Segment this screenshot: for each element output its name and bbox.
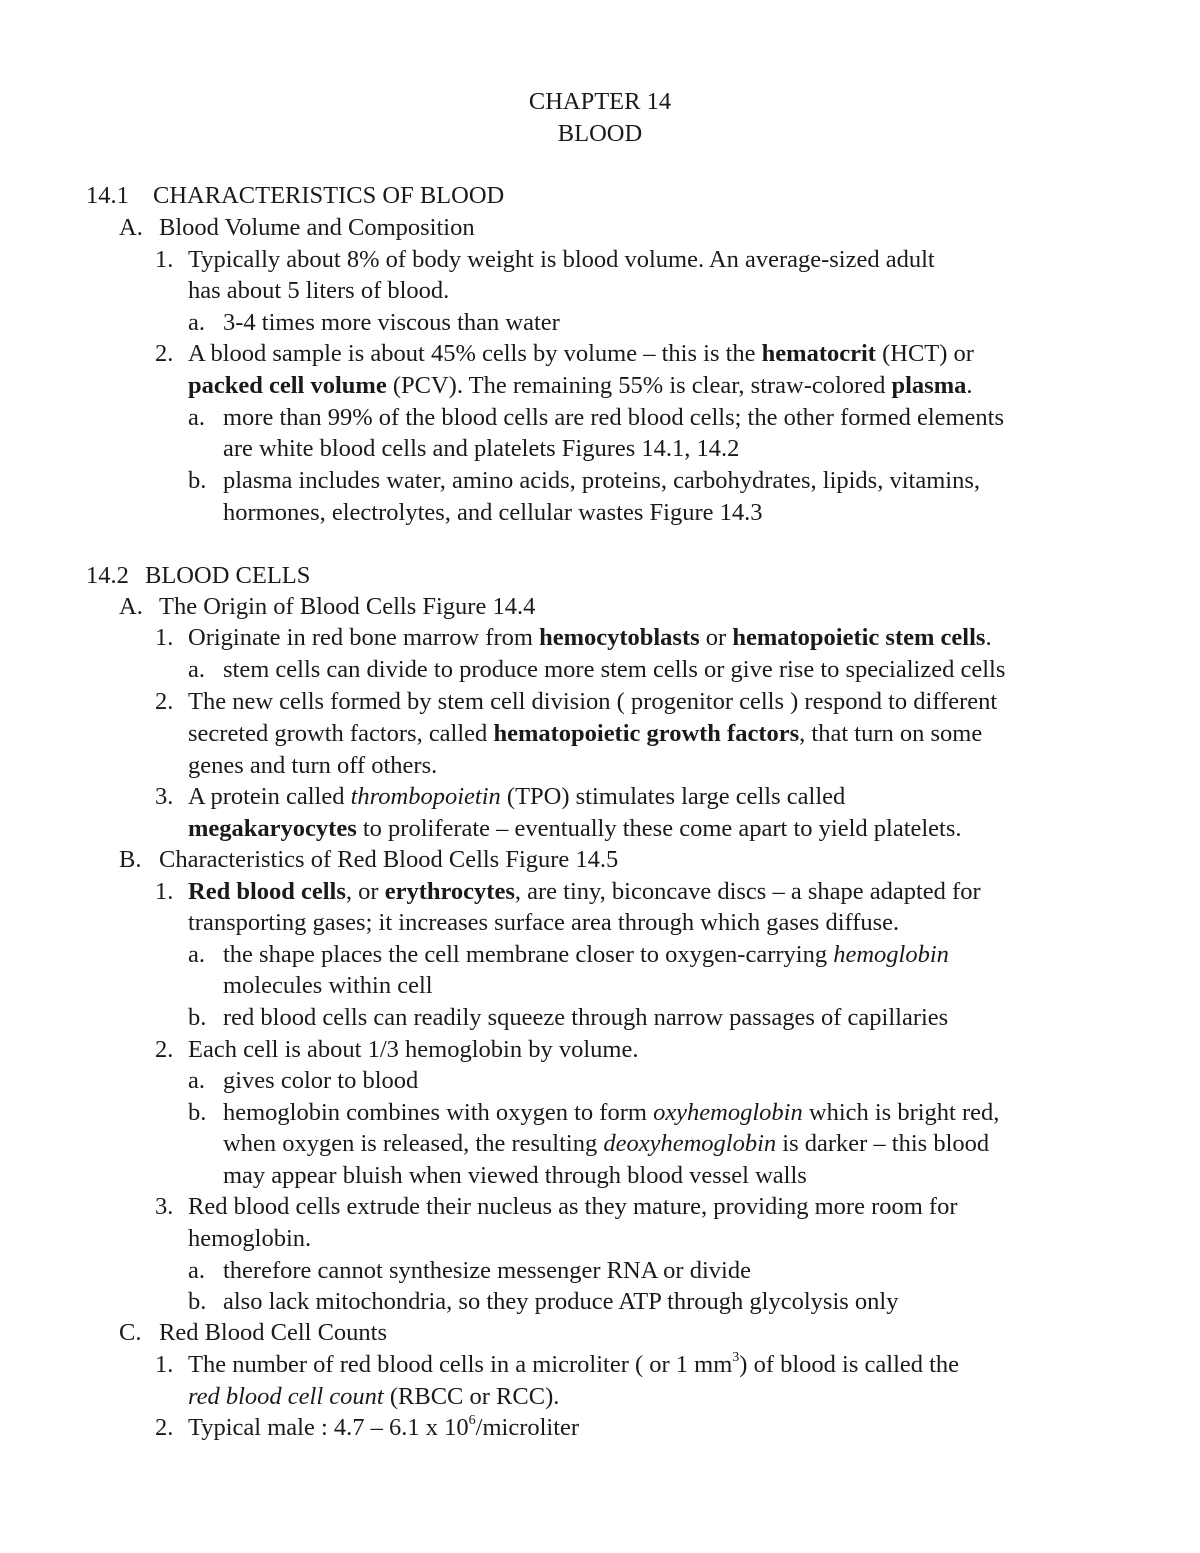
- list-marker: 1.: [155, 1351, 174, 1378]
- list-text: is darker – this blood: [776, 1130, 990, 1157]
- list-text: hemoglobin combines with oxygen to form: [223, 1099, 654, 1126]
- section-heading-14-1: [86, 180, 504, 211]
- list-text: which is bright red,: [802, 1099, 1000, 1126]
- sub-list-item: [188, 654, 1005, 685]
- list-text: , are tiny, biconcave discs – a shape adapted for: [514, 878, 981, 905]
- list-marker: 1.: [155, 246, 174, 273]
- chapter-heading: CHAPTER 14: [528, 88, 672, 115]
- term-hemoglobin: hemoglobin: [833, 941, 949, 968]
- superscript: 6: [468, 1412, 476, 1428]
- subsection-title: Blood Volume and Composition: [159, 214, 475, 241]
- subsection-marker: B.: [119, 846, 142, 873]
- list-marker: 3.: [155, 1193, 174, 1220]
- list-marker: b.: [188, 1099, 207, 1126]
- subsection-heading: [119, 212, 475, 243]
- list-text: secreted growth factors, called: [188, 720, 494, 747]
- list-text: (RBCC or RCC).: [383, 1383, 560, 1410]
- section-title: CHARACTERISTICS OF BLOOD: [153, 182, 505, 209]
- list-marker: a.: [188, 1257, 205, 1284]
- list-text: , that turn on some: [799, 720, 983, 747]
- list-item-continuation: transporting gases; it increases surface area through which gases diffuse.: [188, 909, 900, 936]
- list-item: [155, 876, 981, 907]
- list-marker: 3.: [155, 783, 174, 810]
- subsection-marker: A.: [119, 214, 143, 241]
- list-text: Each cell is about 1/3 hemoglobin by volume.: [188, 1036, 639, 1063]
- list-text: 3-4 times more viscous than water: [223, 309, 560, 336]
- sub-list-continuation: hormones, electrolytes, and cellular wastes Figure 14.3: [223, 499, 763, 526]
- list-text: the shape places the cell membrane closer to oxygen-carrying: [223, 941, 834, 968]
- list-text: , or: [345, 878, 385, 905]
- list-marker: 1.: [155, 878, 174, 905]
- sub-list-item: [188, 1097, 999, 1128]
- sub-list-item: [188, 1286, 898, 1317]
- sub-list-item: [188, 402, 1004, 433]
- list-item-continuation: [188, 813, 962, 844]
- list-text: gives color to blood: [223, 1067, 419, 1094]
- sub-list-item: [188, 465, 980, 496]
- list-marker: a.: [188, 309, 205, 336]
- list-text: also lack mitochondria, so they produce ATP through glycolysis only: [223, 1288, 899, 1315]
- term-red-blood-cells: Red blood cells: [188, 878, 346, 905]
- list-text: The new cells formed by stem cell division ( progenitor cells ) respond to different: [188, 688, 998, 715]
- term-oxyhemoglobin: oxyhemoglobin: [653, 1099, 803, 1126]
- list-text: Red blood cells extrude their nucleus as they mature, providing more room for: [188, 1193, 958, 1220]
- list-text: more than 99% of the blood cells are red blood cells; the other formed elements: [223, 404, 1005, 431]
- list-marker: a.: [188, 656, 205, 683]
- list-text: therefore cannot synthesize messenger RNA or divide: [223, 1257, 751, 1284]
- section-title: BLOOD CELLS: [145, 562, 311, 589]
- sub-list-item: [188, 1002, 948, 1033]
- list-marker: b.: [188, 1004, 207, 1031]
- list-text: .: [966, 372, 973, 399]
- list-item: [155, 622, 992, 653]
- list-text: A protein called: [188, 783, 351, 810]
- list-text: ) of blood is called the: [739, 1351, 960, 1378]
- subsection-heading: [119, 1317, 387, 1348]
- sub-list-continuation: molecules within cell: [223, 972, 433, 999]
- subsection-title: Characteristics of Red Blood Cells Figure 14.5: [159, 846, 619, 873]
- sub-list-continuation: are white blood cells and platelets Figures 14.1, 14.2: [223, 435, 740, 462]
- subsection-title: Red Blood Cell Counts: [159, 1319, 388, 1346]
- term-megakaryocytes: megakaryocytes: [188, 815, 357, 842]
- list-marker: b.: [188, 1288, 207, 1315]
- section-number: 14.2: [86, 562, 129, 589]
- sub-list-continuation: [223, 1128, 989, 1159]
- list-text: Typically about 8% of body weight is blood volume. An average-sized adult: [188, 246, 935, 273]
- list-item: [155, 1034, 638, 1065]
- list-text: Originate in red bone marrow from: [188, 624, 540, 651]
- term-plasma: plasma: [891, 372, 967, 399]
- list-item: [155, 781, 845, 812]
- list-text: or: [699, 624, 733, 651]
- list-marker: a.: [188, 404, 205, 431]
- list-text: (HCT) or: [875, 340, 974, 367]
- list-text: to proliferate – eventually these come apart to yield platelets.: [356, 815, 962, 842]
- list-text: plasma includes water, amino acids, proteins, carbohydrates, lipids, vitamins,: [223, 467, 980, 494]
- list-marker: 2.: [155, 1414, 174, 1441]
- subsection-title: The Origin of Blood Cells Figure 14.4: [159, 593, 536, 620]
- list-text: red blood cells can readily squeeze through narrow passages of capillaries: [223, 1004, 949, 1031]
- chapter-title: BLOOD: [557, 120, 643, 147]
- subsection-heading: [119, 844, 618, 875]
- list-text: .: [985, 624, 992, 651]
- term-hemocytoblasts: hemocytoblasts: [539, 624, 700, 651]
- list-item-continuation: hemoglobin.: [188, 1225, 312, 1252]
- list-marker: 2.: [155, 688, 174, 715]
- term-hematocrit: hematocrit: [761, 340, 876, 367]
- list-item-continuation: [188, 718, 982, 749]
- list-item: [155, 1349, 959, 1380]
- list-item: [155, 1412, 579, 1443]
- list-text: A blood sample is about 45% cells by volume – this is the: [188, 340, 762, 367]
- list-marker: 2.: [155, 1036, 174, 1063]
- term-deoxyhemoglobin: deoxyhemoglobin: [603, 1130, 777, 1157]
- sub-list-item: [188, 1065, 418, 1096]
- superscript: 3: [732, 1349, 740, 1365]
- section-number: 14.1: [86, 182, 129, 209]
- list-text: (PCV). The remaining 55% is clear, straw-colored: [386, 372, 892, 399]
- list-marker: b.: [188, 467, 207, 494]
- subsection-marker: A.: [119, 593, 143, 620]
- list-item-continuation: [188, 370, 973, 401]
- list-marker: a.: [188, 941, 205, 968]
- list-text: stem cells can divide to produce more stem cells or give rise to specialized cells: [223, 656, 1006, 683]
- term-hematopoietic-growth-factors: hematopoietic growth factors: [493, 720, 800, 747]
- sub-list-item: [188, 939, 949, 970]
- list-item-continuation: has about 5 liters of blood.: [188, 277, 450, 304]
- term-thrombopoietin: thrombopoietin: [350, 783, 501, 810]
- list-text: (TPO) stimulates large cells called: [500, 783, 846, 810]
- list-item: [155, 686, 997, 717]
- list-item: [155, 244, 935, 275]
- sub-list-item: [188, 1255, 751, 1286]
- subsection-marker: C.: [119, 1319, 142, 1346]
- term-hematopoietic-stem-cells: hematopoietic stem cells: [732, 624, 986, 651]
- subsection-heading: [119, 591, 535, 622]
- section-heading-14-2: [86, 560, 310, 591]
- sub-list-continuation: may appear bluish when viewed through blood vessel walls: [223, 1162, 807, 1189]
- list-item-continuation: [188, 1381, 559, 1412]
- list-text: when oxygen is released, the resulting: [223, 1130, 604, 1157]
- list-marker: a.: [188, 1067, 205, 1094]
- list-item-continuation: genes and turn off others.: [188, 752, 438, 779]
- list-text: /microliter: [475, 1414, 580, 1441]
- list-text: The number of red blood cells in a microliter ( or 1 mm: [188, 1351, 733, 1378]
- list-item: [155, 1191, 958, 1222]
- list-marker: 2.: [155, 340, 174, 367]
- sub-list-item: [188, 307, 560, 338]
- list-item: [155, 338, 974, 369]
- term-erythrocytes: erythrocytes: [384, 878, 515, 905]
- list-text: Typical male : 4.7 – 6.1 x 10: [188, 1414, 469, 1441]
- term-red-blood-cell-count: red blood cell count: [188, 1383, 384, 1410]
- list-marker: 1.: [155, 624, 174, 651]
- term-packed-cell-volume: packed cell volume: [188, 372, 387, 399]
